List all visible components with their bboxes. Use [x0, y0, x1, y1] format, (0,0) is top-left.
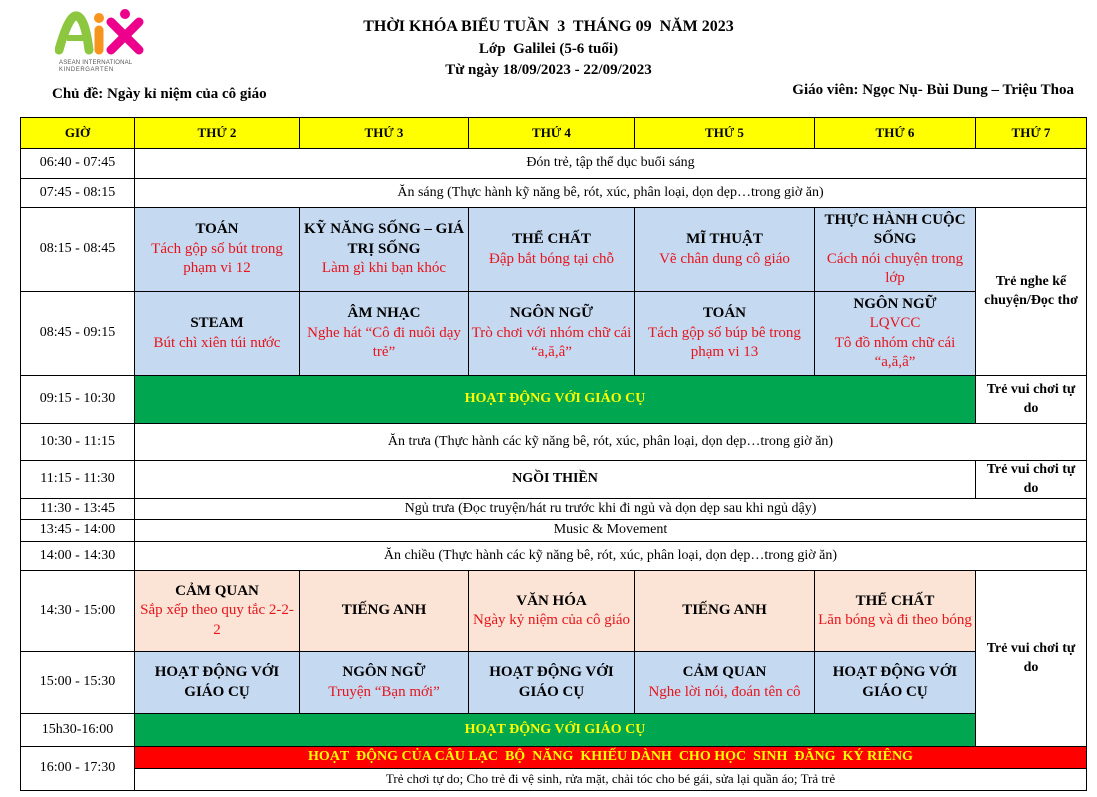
lesson-activity: Tách gộp số bút trong phạm vi 12	[151, 240, 283, 277]
table-row	[21, 461, 1087, 499]
lesson-subject: THỂ CHẤT	[855, 592, 935, 609]
lesson-subject: CẢM QUAN	[682, 664, 767, 680]
logo-line-2: KINDERGARTEN	[59, 67, 114, 73]
lesson-cell	[815, 208, 976, 292]
lesson-activity: LQVCC	[869, 315, 921, 331]
club-band: HOẠT ĐỘNG CỦA CÂU LẠC BỘ NĂNG KHIẾU DÀNH CHO HỌC SINH ĐĂNG KÝ RIÊNG	[135, 747, 1087, 769]
lesson-activity: Ngày kỷ niệm của cô giáo	[472, 612, 631, 628]
lesson-cell	[815, 571, 976, 652]
lesson-subject: ÂM NHẠC	[347, 305, 421, 322]
table-row	[21, 542, 1087, 571]
lesson-subject: TOÁN	[195, 221, 239, 238]
lesson-cell	[469, 652, 635, 714]
lesson-cell	[135, 652, 300, 714]
class-name: Lớp Galilei (5-6 tuổi)	[478, 41, 619, 57]
table-row	[21, 520, 1087, 542]
lesson-subject: NGÔN NGỮ	[509, 305, 594, 322]
table-row	[21, 149, 1087, 179]
row-activity: Ăn trưa (Thực hành các kỹ năng bê, rót, xúc, phân loại, dọn dẹp…trong giờ ăn)	[135, 424, 1087, 461]
lesson-subject: CẢM QUAN	[175, 582, 259, 599]
col-fri: THỨ 6	[815, 118, 976, 149]
time-cell: 09:15 - 10:30	[21, 376, 135, 424]
montessori-band: HOẠT ĐỘNG VỚI GIÁO CỤ	[135, 376, 976, 424]
lesson-subject: TOÁN	[702, 305, 747, 322]
lesson-activity: Nghe hát “Cô đi nuôi dạy trẻ”	[307, 324, 461, 361]
table-row	[21, 376, 1087, 424]
lesson-subject: HOẠT ĐỘNG VỚI GIÁO CỤ	[154, 664, 280, 700]
lesson-activity: Lăn bóng và đi theo bóng	[818, 612, 972, 628]
date-range: Từ ngày 18/09/2023 - 22/09/2023	[445, 62, 652, 78]
lesson-activity: Truyện “Bạn mới”	[328, 683, 440, 700]
lesson-cell	[469, 208, 635, 292]
saturday-cell: Trẻ vui chơi tự do	[976, 376, 1087, 424]
lesson-subject: MĨ THUẬT	[686, 231, 763, 247]
logo-line-1: ASEAN INTERNATIONAL	[59, 60, 133, 66]
teachers: Giáo viên: Ngọc Nụ- Bùi Dung – Triệu Thoa	[792, 82, 1074, 98]
lesson-subject: HOẠT ĐỘNG VỚI GIÁO CỤ	[832, 664, 958, 700]
lesson-subject: THỂ CHẤT	[512, 231, 591, 247]
saturday-cell: Trẻ vui chơi tự do	[976, 461, 1087, 499]
lesson-cell	[469, 292, 635, 376]
lesson-cell	[135, 208, 300, 292]
row-activity: Ăn sáng (Thực hành kỹ năng bê, rót, xúc, phân loại, dọn dẹp…trong giờ ăn)	[135, 179, 1087, 208]
row-activity: NGỒI THIỀN	[135, 461, 976, 499]
table-row	[21, 652, 1087, 714]
time-cell: 14:30 - 15:00	[21, 571, 135, 652]
table-row	[21, 769, 1087, 791]
col-mon: THỨ 2	[135, 118, 300, 149]
lesson-cell	[300, 208, 469, 292]
lesson-cell	[635, 208, 815, 292]
lesson-activity: Bút chì xiên túi nước	[153, 334, 281, 351]
time-cell: 13:45 - 14:00	[21, 520, 135, 542]
time-cell: 08:15 - 08:45	[21, 208, 135, 292]
table-row	[21, 424, 1087, 461]
lesson-activity: Vẽ chân dung cô giáo	[659, 250, 790, 267]
col-thu: THỨ 5	[635, 118, 815, 149]
table-row	[21, 179, 1087, 208]
lesson-subject: TIẾNG ANH	[682, 602, 767, 619]
lesson-activity: Tách gộp số búp bê trong phạm vi 13	[648, 324, 801, 361]
col-sat: THỨ 7	[976, 118, 1087, 149]
time-cell: 06:40 - 07:45	[21, 149, 135, 179]
row-activity: Ngủ trưa (Đọc truyện/hát ru trước khi đi ngủ và dọn dẹp sau khi ngủ dậy)	[135, 499, 1087, 520]
lesson-activity: Nghe lời nói, đoán tên cô	[648, 683, 801, 700]
lesson-subject: NGÔN NGỮ	[853, 295, 937, 312]
table-row	[21, 747, 1087, 769]
row-activity: Trẻ chơi tự do; Cho trẻ đi vệ sinh, rửa mặt, chải tóc cho bé gái, sửa lại quần áo; Trả trẻ	[135, 769, 1087, 791]
lesson-cell	[135, 292, 300, 376]
lesson-activity: Làm gì khi bạn khóc	[321, 260, 447, 277]
lesson-cell	[469, 571, 635, 652]
time-cell: 15:00 - 15:30	[21, 652, 135, 714]
lesson-cell	[635, 652, 815, 714]
row-activity: Music & Movement	[135, 520, 1087, 542]
time-cell: 14:00 - 14:30	[21, 542, 135, 571]
lesson-subject: HOẠT ĐỘNG VỚI GIÁO CỤ	[489, 664, 614, 700]
lesson-cell	[815, 652, 976, 714]
col-time: GIỜ	[21, 118, 135, 149]
col-wed: THỨ 4	[469, 118, 635, 149]
lesson-subject: THỰC HÀNH CUỘC SỐNG	[824, 211, 966, 247]
time-cell: 11:15 - 11:30	[21, 461, 135, 499]
lesson-subject: NGÔN NGỮ	[342, 664, 426, 680]
table-row	[21, 714, 1087, 747]
time-cell: 08:45 - 09:15	[21, 292, 135, 376]
col-tue: THỨ 3	[300, 118, 469, 149]
lesson-cell	[635, 571, 815, 652]
lesson-cell	[300, 571, 469, 652]
lesson-subject: TIẾNG ANH	[341, 602, 427, 619]
timetable	[20, 117, 1087, 791]
time-cell: 07:45 - 08:15	[21, 179, 135, 208]
saturday-cell: Trẻ nghe kể chuyện/Đọc thơ	[976, 208, 1087, 376]
row-activity: Đón trẻ, tập thể dục buổi sáng	[135, 149, 1087, 179]
time-cell: 11:30 - 13:45	[21, 499, 135, 520]
table-row	[21, 571, 1087, 652]
time-cell: 16:00 - 17:30	[21, 747, 135, 791]
lesson-activity-2: Tô đồ nhóm chữ cái “a,ă,â”	[834, 334, 956, 370]
lesson-cell	[815, 292, 976, 376]
lesson-activity: Sắp xếp theo quy tắc 2-2-2	[140, 602, 294, 638]
lesson-subject: KỸ NĂNG SỐNG – GIÁ TRỊ SỐNG	[303, 221, 464, 257]
time-cell: 10:30 - 11:15	[21, 424, 135, 461]
topic: Chủ đề: Ngày kỉ niệm của cô giáo	[52, 86, 267, 102]
table-row	[21, 208, 1087, 292]
row-activity: Ăn chiều (Thực hành các kỹ năng bê, rót, xúc, phân loại, dọn dẹp…trong giờ ăn)	[135, 542, 1087, 571]
lesson-activity: Đập bắt bóng tại chỗ	[489, 250, 614, 267]
saturday-cell: Trẻ vui chơi tự do	[976, 571, 1087, 747]
lesson-subject: VĂN HÓA	[516, 592, 587, 609]
table-row	[21, 499, 1087, 520]
lesson-cell	[300, 652, 469, 714]
schedule-title: THỜI KHÓA BIỂU TUẦN 3 THÁNG 09 NĂM 2023	[363, 18, 734, 35]
lesson-activity: Cách nói chuyện trong lớp	[826, 250, 964, 286]
table-row	[21, 292, 1087, 376]
lesson-subject: STEAM	[190, 315, 244, 331]
lesson-activity: Trò chơi với nhóm chữ cái “a,ă,â”	[471, 324, 632, 361]
lesson-cell	[300, 292, 469, 376]
montessori-band: HOẠT ĐỘNG VỚI GIÁO CỤ	[135, 714, 976, 747]
time-cell: 15h30-16:00	[21, 714, 135, 747]
header-row	[21, 118, 1087, 149]
lesson-cell	[135, 571, 300, 652]
lesson-cell	[635, 292, 815, 376]
